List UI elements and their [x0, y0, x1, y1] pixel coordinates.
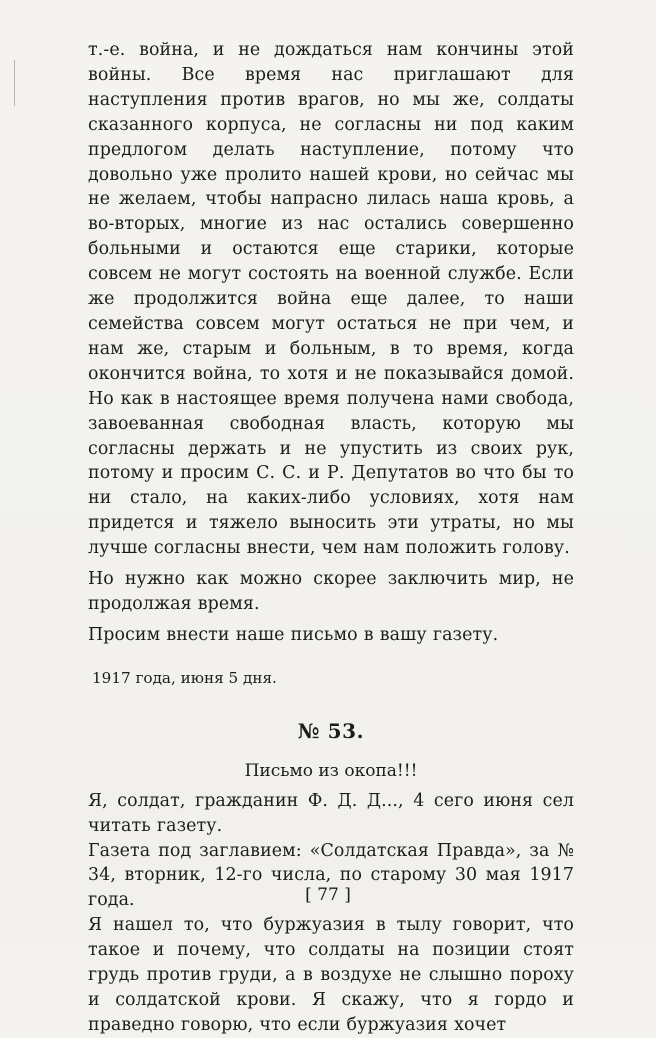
section-title: Письмо из окопа!!! — [244, 760, 418, 781]
paragraph-request: Просим внести наше письмо в вашу газету. — [88, 624, 499, 645]
section-paragraph-1: Я, солдат, гражданин Ф. Д. Д..., 4 сего июня сел читать газету. — [88, 790, 574, 836]
section-paragraph-3: Я нашел то, что буржуазия в тылу говорит, что такое и почему, что солдаты на позиции стоят грудь против груди, а в воздухе не слышно пороху и солдатской крови. Я скажу, что я гордо и праведно говорю, что если буржуазия хочет — [88, 915, 574, 1035]
page-edge-mark — [14, 60, 15, 106]
section-number: № 53. — [297, 718, 365, 743]
paragraph-peace: Но нужно как можно скорее заключить мир, не продолжая время. — [88, 569, 574, 614]
section-paragraph-2: Газета под заглавием: «Солдатская Правда», за № 34, вторник, 12-го числа, по старому 30 мая 1917 года. — [88, 840, 574, 911]
page-number: [ 77 ] — [305, 885, 351, 905]
top-paragraph: т.-е. война, и не дождаться нам кончины этой войны. Все время нас приглашают для наступления против врагов, но мы же, солдаты сказанного корпуса, не согласны ни под каким предлогом делать наступление, потому что довольно уже пролито нашей крови, но сейчас мы не желаем, чтобы напрасно лилась наша кровь, а во-вторых, многие из нас остались совершенно больными и остаются еще старики, которые совсем не могут состоять на военной службе. Если же продолжится война еще далее, то наши семейства совсем могут остаться не при чем, и нам же, старым и больным, в то время, когда окончится война, то хотя и не показывайся домой. Но как в настоящее время получена нами свобода, завоеванная свободная власть, которую мы согласны держать и не упустить из своих рук, потому и просим С. С. и Р. Депутатов во что бы то ни стало, на каких-либо условиях, хотя нам придется и тяжело выносить эти утраты, но мы лучше согласны внести, чем нам положить голову. — [88, 40, 574, 559]
date-line: 1917 года, июня 5 дня. — [92, 668, 277, 687]
